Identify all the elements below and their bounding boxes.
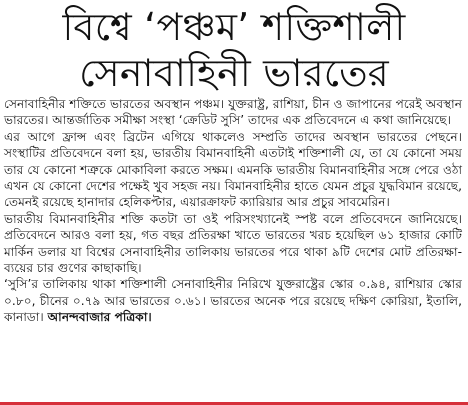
- article-body: [4, 96, 462, 326]
- headline-line-1: বিশ্বে ‘পঞ্চম’ শক্তিশালী: [62, 5, 406, 49]
- paragraph-2: এর আগে ফ্রান্স এবং ব্রিটেন এগিয়ে থাকলেও সম্প্রতি তাদের অবস্থান ভারতের পেছনে। সংস্থাটির প্রতিবেদনে বলা হয়, ভারতীয় বিমানবাহিনী এতটাই শক্তিশালী যে, তা যে কোনো সময় তার যে কোনো শত্রুকে মোকাবিলা করতে সক্ষম। এমনকি ভারতীয় বিমানবাহিনীর সঙ্গে পেরে ওঠা এখন যে কোনো দেশের পক্ষেই খুব সহজ নয়। বিমানবাহিনীর হাতে যেমন প্রচুর যুদ্ধবিমান রয়েছে, তেমনই রয়েছে হানাদার হেলিকপ্টার, এয়ারক্রাফট ক্যারিয়ার আর প্রচুর সাবমেরিন।: [4, 129, 462, 210]
- headline-line-2: সেনাবাহিনী ভারতের: [79, 51, 389, 95]
- headline: [0, 4, 468, 96]
- paragraph-4-text: ‘সুসি’র তালিকায় থাকা শক্তিশালী সেনাবাহিনীর নিরিখে যুক্তরাষ্ট্রের স্কোর ০.৯৪, রাশিয়ার স্কোর ০.৮০, চীনের ০.৭৯ আর ভারতের ০.৬১। ভারতের অনেক পরে রয়েছে দক্ষিণ কোরিয়া, ইতালি, কানাডা।: [4, 277, 462, 325]
- paragraph-3: ভারতীয় বিমানবাহিনীর শক্তি কতটা তা ওই পরিসংখ্যানেই স্পষ্ট বলে প্রতিবেদনে জানিয়েছে। প্রতিবেদনে আরও বলা হয়, গত বছর প্রতিরক্ষা খাতে ভারতের খরচ হয়েছিল ৬১ হাজার কোটি মার্কিন ডলার যা বিশ্বের সেনাবাহিনীর তালিকায় ভারতের পরে থাকা ৯টি দেশের মোট প্রতিরক্ষা-ব্যয়ের চার গুণের কাছাকাছি।: [4, 211, 462, 276]
- source-credit: আনন্দবাজার পত্রিকা।: [47, 310, 152, 325]
- paragraph-4: [4, 276, 462, 325]
- paragraph-1: সেনাবাহিনীর শক্তিতে ভারতের অবস্থান পঞ্চম। যুক্তরাষ্ট্র, রাশিয়া, চীন ও জাপানের পরেই অবস্থান ভারতের। আন্তর্জাতিক সমীক্ষা সংস্থা ‘ক্রেডিট সুসি’ তাদের এক প্রতিবেদনে এ কথা জানিয়েছে।: [4, 97, 462, 128]
